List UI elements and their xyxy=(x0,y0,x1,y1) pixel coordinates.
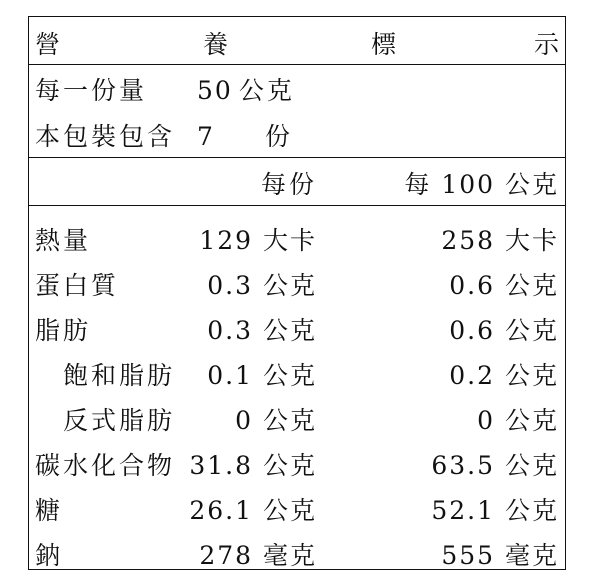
nutrient-per-100g: 0.6 公克 xyxy=(449,316,559,345)
nutrient-name: 鈉 xyxy=(35,541,64,570)
nutrient-name: 熱量 xyxy=(35,226,92,255)
nutrient-per-100g: 52.1 公克 xyxy=(431,496,559,525)
nutrient-name: 飽和脂肪 xyxy=(63,361,176,390)
column-header-row xyxy=(29,165,565,201)
nutrient-name: 脂肪 xyxy=(35,316,92,345)
servings-value: 7 xyxy=(197,122,215,151)
nutrient-per-serving: 129 大卡 xyxy=(199,226,317,255)
nutrient-per-serving: 0.3 公克 xyxy=(207,271,317,300)
nutrient-row-carbohydrate xyxy=(29,434,565,479)
serving-size-unit: 公克 xyxy=(238,76,295,105)
nutrient-name: 糖 xyxy=(35,496,64,525)
nutrient-name: 碳水化合物 xyxy=(35,451,176,480)
column-header-per-serving: 每份 xyxy=(260,170,317,199)
serving-size-value: 50 xyxy=(197,76,233,105)
serving-size-label: 每一份量 xyxy=(35,76,148,105)
servings-unit: 份 xyxy=(265,122,294,151)
nutrient-per-100g: 258 大卡 xyxy=(441,226,559,255)
nutrition-label xyxy=(28,16,566,570)
nutrient-row-saturated-fat xyxy=(29,344,565,389)
nutrient-row-sodium xyxy=(29,524,565,569)
nutrient-per-serving: 278 毫克 xyxy=(199,541,317,570)
nutrient-per-100g: 555 毫克 xyxy=(441,541,559,570)
nutrient-rows xyxy=(29,209,565,569)
title-char: 標 xyxy=(371,30,397,59)
nutrient-row-protein xyxy=(29,254,565,299)
servings-label: 本包裝包含 xyxy=(35,122,176,151)
divider xyxy=(29,157,565,158)
servings-per-package-line xyxy=(35,117,293,153)
nutrient-per-serving: 0.1 公克 xyxy=(207,361,317,390)
nutrient-per-100g: 63.5 公克 xyxy=(431,451,559,480)
nutrient-name: 反式脂肪 xyxy=(63,406,176,435)
nutrient-per-100g: 0 公克 xyxy=(477,406,559,435)
divider xyxy=(29,64,565,65)
nutrient-row-fat xyxy=(29,299,565,344)
nutrient-name: 蛋白質 xyxy=(35,271,120,300)
title-char: 養 xyxy=(203,30,229,59)
label-title xyxy=(29,17,565,64)
nutrient-row-energy xyxy=(29,209,565,254)
nutrient-per-serving: 0.3 公克 xyxy=(207,316,317,345)
nutrient-per-100g: 0.2 公克 xyxy=(449,361,559,390)
nutrient-per-100g: 0.6 公克 xyxy=(449,271,559,300)
nutrient-per-serving: 0 公克 xyxy=(235,406,317,435)
nutrient-per-serving: 31.8 公克 xyxy=(189,451,317,480)
column-header-per-100g: 每 100 公克 xyxy=(404,170,559,199)
serving-size-line xyxy=(35,71,295,107)
nutrient-row-sugar xyxy=(29,479,565,524)
title-char: 示 xyxy=(533,30,559,59)
nutrient-row-trans-fat xyxy=(29,389,565,434)
divider xyxy=(29,205,565,206)
title-char: 營 xyxy=(35,30,61,59)
nutrient-per-serving: 26.1 公克 xyxy=(189,496,317,525)
